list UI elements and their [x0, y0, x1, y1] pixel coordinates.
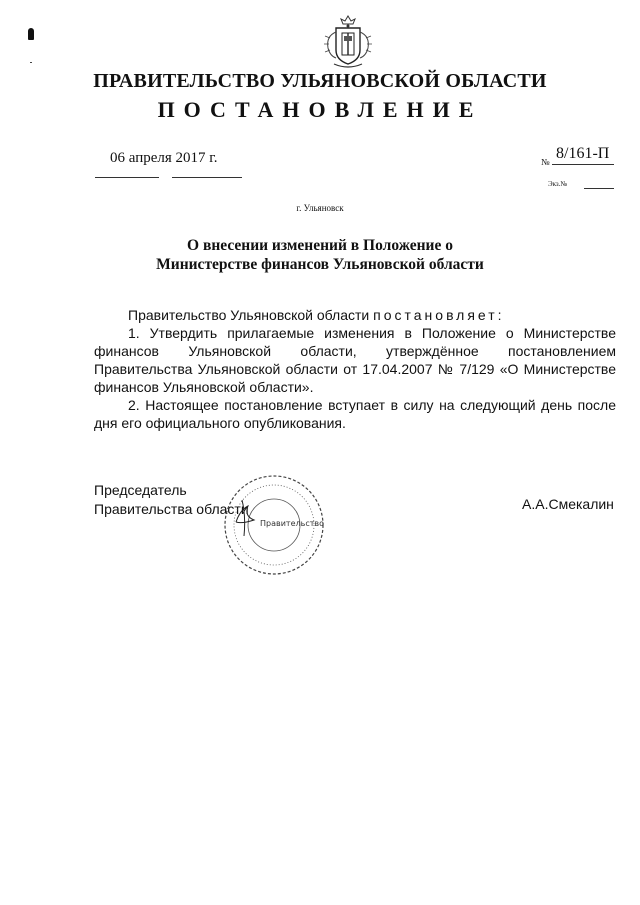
stamp-text: Правительство [260, 519, 324, 528]
position-line-1: Председатель [94, 482, 187, 498]
number-label: № [541, 157, 550, 167]
document-body [94, 306, 616, 432]
item-1: 1. Утвердить прилагаемые изменения в Положение о Министерстве финансов Ульяновской области, утверждённое постановлением Правительства Ульяновской области от 17.04.2007 № 7/129 «О Министерстве финансов Ульяновской области». [94, 325, 616, 395]
item-2: 2. Настоящее постановление вступает в силу на следующий день после дня его официального опубликования. [94, 397, 616, 431]
document-type: ПОСТАНОВЛЕНИЕ [157, 97, 483, 122]
copy-number-underline [584, 188, 614, 189]
intro-verb: постановляет: [373, 307, 505, 323]
government-name: ПРАВИТЕЛЬСТВО УЛЬЯНОВСКОЙ ОБЛАСТИ [93, 70, 547, 92]
date-underline-right [172, 177, 242, 178]
official-stamp [214, 470, 334, 580]
document-number: 8/161-П [556, 145, 610, 162]
margin-dot [30, 62, 32, 63]
intro-paragraph [94, 306, 616, 324]
copy-number-label: Экз.№ [548, 180, 568, 188]
signatory-name: А.А.Смекалин [522, 496, 614, 512]
date-underline-left [95, 177, 159, 178]
intro-prefix: Правительство Ульяновской области [128, 307, 374, 323]
position-line-2: Правительства области [94, 501, 249, 517]
document-title: О внесении изменений в Положение о Министерстве финансов Ульяновской области [156, 237, 484, 273]
number-underline [552, 164, 614, 165]
document-date: 06 апреля 2017 г. [110, 150, 218, 166]
coat-of-arms-icon [322, 14, 374, 70]
margin-mark [28, 28, 34, 40]
city: г. Ульяновск [296, 203, 344, 213]
